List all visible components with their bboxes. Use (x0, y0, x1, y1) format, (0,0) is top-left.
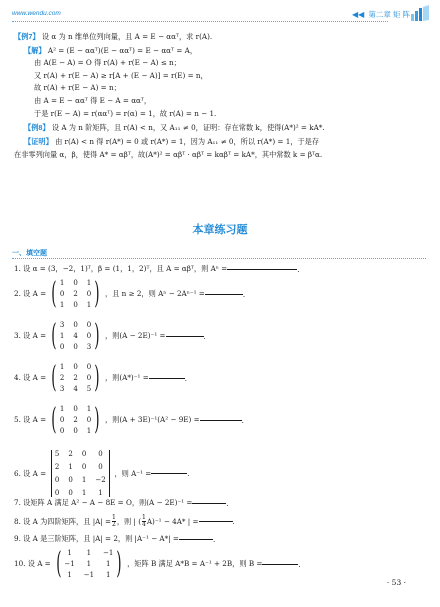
example-8-tag: 【例8】 (24, 123, 50, 132)
question-4-prefix: 4. 设 A = (14, 373, 47, 382)
header-chapter-block (352, 9, 410, 20)
matrix-entry: 0 (73, 321, 78, 329)
matrix-entry: 0 (86, 321, 92, 329)
matrix-q4-grid (60, 363, 91, 393)
matrix-entry: 0 (54, 489, 60, 497)
matrix-entry: 0 (59, 416, 65, 424)
matrix-entry: 1 (86, 405, 92, 413)
matrix-entry: 3 (86, 343, 92, 351)
matrix-entry: 2 (54, 463, 60, 471)
answer-blank-1[interactable] (227, 269, 297, 270)
matrix-entry: 1 (105, 571, 111, 579)
matrix-entry: 1 (59, 332, 65, 340)
answer-blank-7[interactable] (192, 503, 226, 504)
question-10-suffix: ，矩阵 B 满足 A*B = A⁻¹ + 2B，则 B = (127, 559, 263, 568)
question-2: 2. 设 A = ( 1 0 1 0 2 0 1 0 1 ) ，且 n ≥ 2，则 Aⁿ − 2Aⁿ⁻¹ = . (14, 276, 246, 311)
matrix-entry: 0 (59, 290, 65, 298)
matrix-entry: 2 (59, 374, 65, 382)
solution-text-1: A² = (E − ααᵀ)(E − ααᵀ) = E − ααᵀ = A， (47, 46, 198, 55)
matrix-entry: 0 (86, 374, 92, 382)
matrix-entry: 0 (54, 476, 60, 484)
question-6-prefix: 6. 设 A = (14, 468, 47, 478)
example-8-text: 设 A 为 n 阶矩阵，且 r(A) < n，又 A₁₁ ≠ 0，证明：存在常数 k，使得(A*)² = kA*. (51, 123, 325, 132)
matrix-q10: ( 1 1 −1 −1 1 1 1 −1 1 ) (55, 546, 122, 581)
matrix-entry: 1 (67, 549, 72, 557)
question-5: 5. 设 A = ( 1 0 1 0 2 0 0 0 1 ) ，则(A + 3E)⁻¹(A² − 9E) = . (14, 402, 244, 437)
matrix-entry: 0 (68, 489, 73, 497)
chapter-exercises-title: 本章练习题 (192, 224, 248, 236)
matrix-entry: 0 (86, 416, 92, 424)
matrix-entry: 0 (68, 476, 73, 484)
header-chapter: 第二章 矩 阵 (368, 10, 410, 19)
question-7: 7. 设矩阵 A 满足 A² − A − 8E = O，则(A − 2E)⁻¹ = . (14, 498, 229, 508)
matrix-entry: 0 (98, 450, 103, 458)
question-8-prefix: 8. 设 A 为四阶矩阵，且 |A| = (14, 516, 112, 526)
matrix-entry: 0 (81, 463, 87, 471)
matrix-entry: 1 (81, 489, 87, 497)
question-10-prefix: 10. 设 A = (14, 559, 51, 568)
matrix-entry: 5 (54, 450, 60, 458)
matrix-q5: ( 1 0 1 0 2 0 0 0 1 ) (51, 402, 100, 437)
question-6-suffix: ，则 A⁻¹ = (114, 468, 152, 478)
proof-tag: 【证明】 (24, 137, 53, 146)
matrix-entry: 1 (86, 560, 92, 568)
matrix-q5-grid (60, 405, 91, 435)
matrix-q2-grid (60, 279, 91, 309)
matrix-entry: 0 (73, 427, 78, 435)
matrix-entry: −1 (103, 549, 114, 557)
fraction-one-half: $\frac{1}{2}$ (112, 514, 116, 528)
question-8: 8. 设 A 为四阶矩阵，且 |A| = $\frac{1}{2}$ ，则 | ( $\frac{1}{4}$ A)⁻¹ − 4A* | = . (14, 514, 235, 528)
matrix-entry: 1 (86, 301, 92, 309)
matrix-entry: 1 (59, 279, 65, 287)
answer-blank-4[interactable] (149, 378, 185, 379)
question-7-text: 7. 设矩阵 A 满足 A² − A − 8E = O，则(A − 2E)⁻¹ = (14, 498, 193, 507)
matrix-entry: 1 (98, 489, 103, 497)
matrix-entry: 0 (81, 450, 87, 458)
solution-line-4: 故 r(A) + r(E − A) = n； (34, 83, 121, 92)
matrix-q6-grid (55, 450, 106, 497)
solution-line-1 (24, 46, 197, 55)
answer-blank-8[interactable] (199, 521, 233, 522)
question-4-suffix: ，则(A*)⁻¹ = (104, 373, 149, 382)
matrix-entry: −1 (83, 571, 95, 579)
proof-line-1 (24, 137, 319, 146)
question-3: 3. 设 A = ( 3 0 0 1 4 0 0 0 3 ) ，则(A − 2E)⁻¹ = . (14, 318, 206, 353)
matrix-entry: 2 (68, 450, 73, 458)
matrix-q6 (48, 450, 112, 497)
publisher-logo-icon (410, 4, 430, 22)
fill-in-blank-heading: 一、填空题 (12, 250, 47, 257)
matrix-entry: 2 (73, 290, 78, 298)
header-divider (12, 21, 388, 22)
matrix-entry: 1 (59, 301, 65, 309)
matrix-entry: 0 (73, 279, 78, 287)
example-7-tag: 【例7】 (14, 32, 40, 41)
solution-line-3: 又 r(A) + r(E − A) ≥ r[A + (E − A)] = r(E) = n， (34, 71, 208, 80)
matrix-entry: 1 (105, 560, 111, 568)
solution-line-6: 于是 r(E − A) = r(ααᵀ) = r(α) = 1，故 r(A) = n − 1. (34, 109, 217, 118)
fraction-one-quarter: $\frac{1}{4}$ (142, 514, 146, 528)
answer-blank-10[interactable] (262, 564, 298, 565)
matrix-entry: 1 (59, 363, 65, 371)
answer-blank-2[interactable] (205, 294, 243, 295)
matrix-entry: 1 (86, 427, 92, 435)
matrix-entry: 0 (86, 363, 92, 371)
matrix-entry: 1 (81, 476, 87, 484)
question-3-prefix: 3. 设 A = (14, 331, 47, 340)
matrix-q4: ( 1 0 0 2 2 0 3 4 5 ) (51, 360, 100, 395)
matrix-entry: −2 (95, 476, 106, 484)
proof-line-2: 在非零列向量 α，β，使得 A* = αβᵀ，故(A*)² = αβᵀ · αβᵀ = kαβᵀ = kA*，其中常数 k = βᵀα. (14, 150, 323, 159)
question-10: 10. 设 A = ( 1 1 −1 −1 1 1 1 −1 1 ) ，矩阵 B 满足 A*B = A⁻¹ + 2B，则 B = . (14, 546, 301, 581)
answer-blank-3[interactable] (166, 336, 204, 337)
matrix-entry: 0 (59, 427, 65, 435)
question-8-middle: ，则 | ( (116, 516, 142, 526)
question-9-text: 9. 设 A 是三阶矩阵，且 |A| = 2，则 |A⁻¹ − A*| = (14, 534, 179, 543)
matrix-q10-grid (64, 549, 113, 579)
answer-blank-6[interactable] (151, 473, 187, 474)
double-arrow-left-icon: ◀◀ (352, 10, 365, 19)
matrix-entry: 1 (68, 463, 73, 471)
question-5-prefix: 5. 设 A = (14, 415, 47, 424)
example-7-text: 设 α 为 n 维单位列向量，且 A = E − ααᵀ，求 r(A). (41, 32, 213, 41)
answer-blank-5[interactable] (200, 420, 242, 421)
matrix-entry: 0 (86, 332, 92, 340)
matrix-entry: 0 (86, 290, 92, 298)
question-2-suffix: ，且 n ≥ 2，则 Aⁿ − 2Aⁿ⁻¹ = (104, 289, 205, 298)
matrix-entry: 4 (73, 332, 78, 340)
matrix-entry: 3 (59, 321, 65, 329)
question-5-suffix: ，则(A + 3E)⁻¹(A² − 9E) = (104, 415, 200, 424)
matrix-entry: 0 (98, 463, 103, 471)
matrix-entry: 0 (73, 405, 78, 413)
matrix-entry: 1 (86, 279, 92, 287)
question-6: 6. 设 A = 5 2 0 0 2 1 0 0 0 0 1 −2 0 0 1 1 ，则 A⁻¹ = . (14, 450, 190, 497)
proof-text-1: 由 r(A) < n 得 r(A*) = 0 或 r(A*) = 1，因为 A₁₁ ≠ 0，所以 r(A*) = 1，于是存 (55, 137, 320, 146)
matrix-q2: ( 1 0 1 0 2 0 1 0 1 ) (51, 276, 100, 311)
example-7 (14, 32, 212, 41)
matrix-entry: −1 (64, 560, 75, 568)
question-4: 4. 设 A = ( 1 0 0 2 2 0 3 4 5 ) ，则(A*)⁻¹ = . (14, 360, 188, 395)
solution-line-2: 由 A(E − A) = O 得 r(A) + r(E − A) ≤ n； (34, 58, 181, 67)
question-2-prefix: 2. 设 A = (14, 289, 47, 298)
matrix-q3-grid (60, 321, 91, 351)
question-1-text: 1. 设 α = (3，−2，1)ᵀ，β = (1，1，2)ᵀ，且 A = αβᵀ，则 Aⁿ = (14, 264, 228, 273)
matrix-entry: 2 (73, 416, 78, 424)
question-9: 9. 设 A 是三阶矩阵，且 |A| = 2，则 |A⁻¹ − A*| = . (14, 534, 216, 544)
matrix-q3: ( 3 0 0 1 4 0 0 0 3 ) (51, 318, 100, 353)
header-url: www.wendu.com (12, 10, 61, 17)
matrix-entry: 1 (67, 571, 72, 579)
matrix-entry: 0 (73, 363, 78, 371)
subsection-divider (12, 258, 426, 259)
solution-tag: 【解】 (24, 46, 46, 55)
matrix-entry: 1 (59, 405, 65, 413)
matrix-entry: 1 (86, 549, 92, 557)
page-number: · 53 · (386, 578, 406, 587)
matrix-entry: 5 (86, 385, 92, 393)
solution-line-5: 由 A = E − ααᵀ 得 E − A = ααᵀ， (34, 96, 152, 105)
matrix-entry: 0 (73, 301, 78, 309)
question-8-suffix: A)⁻¹ − 4A* | = (146, 517, 199, 526)
matrix-entry: 2 (73, 374, 78, 382)
matrix-entry: 3 (59, 385, 65, 393)
matrix-entry: 4 (73, 385, 78, 393)
question-3-suffix: ，则(A − 2E)⁻¹ = (104, 331, 166, 340)
answer-blank-9[interactable] (179, 539, 213, 540)
matrix-entry: 0 (73, 343, 78, 351)
matrix-entry: 0 (59, 343, 65, 351)
example-8 (24, 123, 325, 132)
question-1: 1. 设 α = (3，−2，1)ᵀ，β = (1，1，2)ᵀ，且 A = αβᵀ，则 Aⁿ = . (14, 264, 300, 274)
